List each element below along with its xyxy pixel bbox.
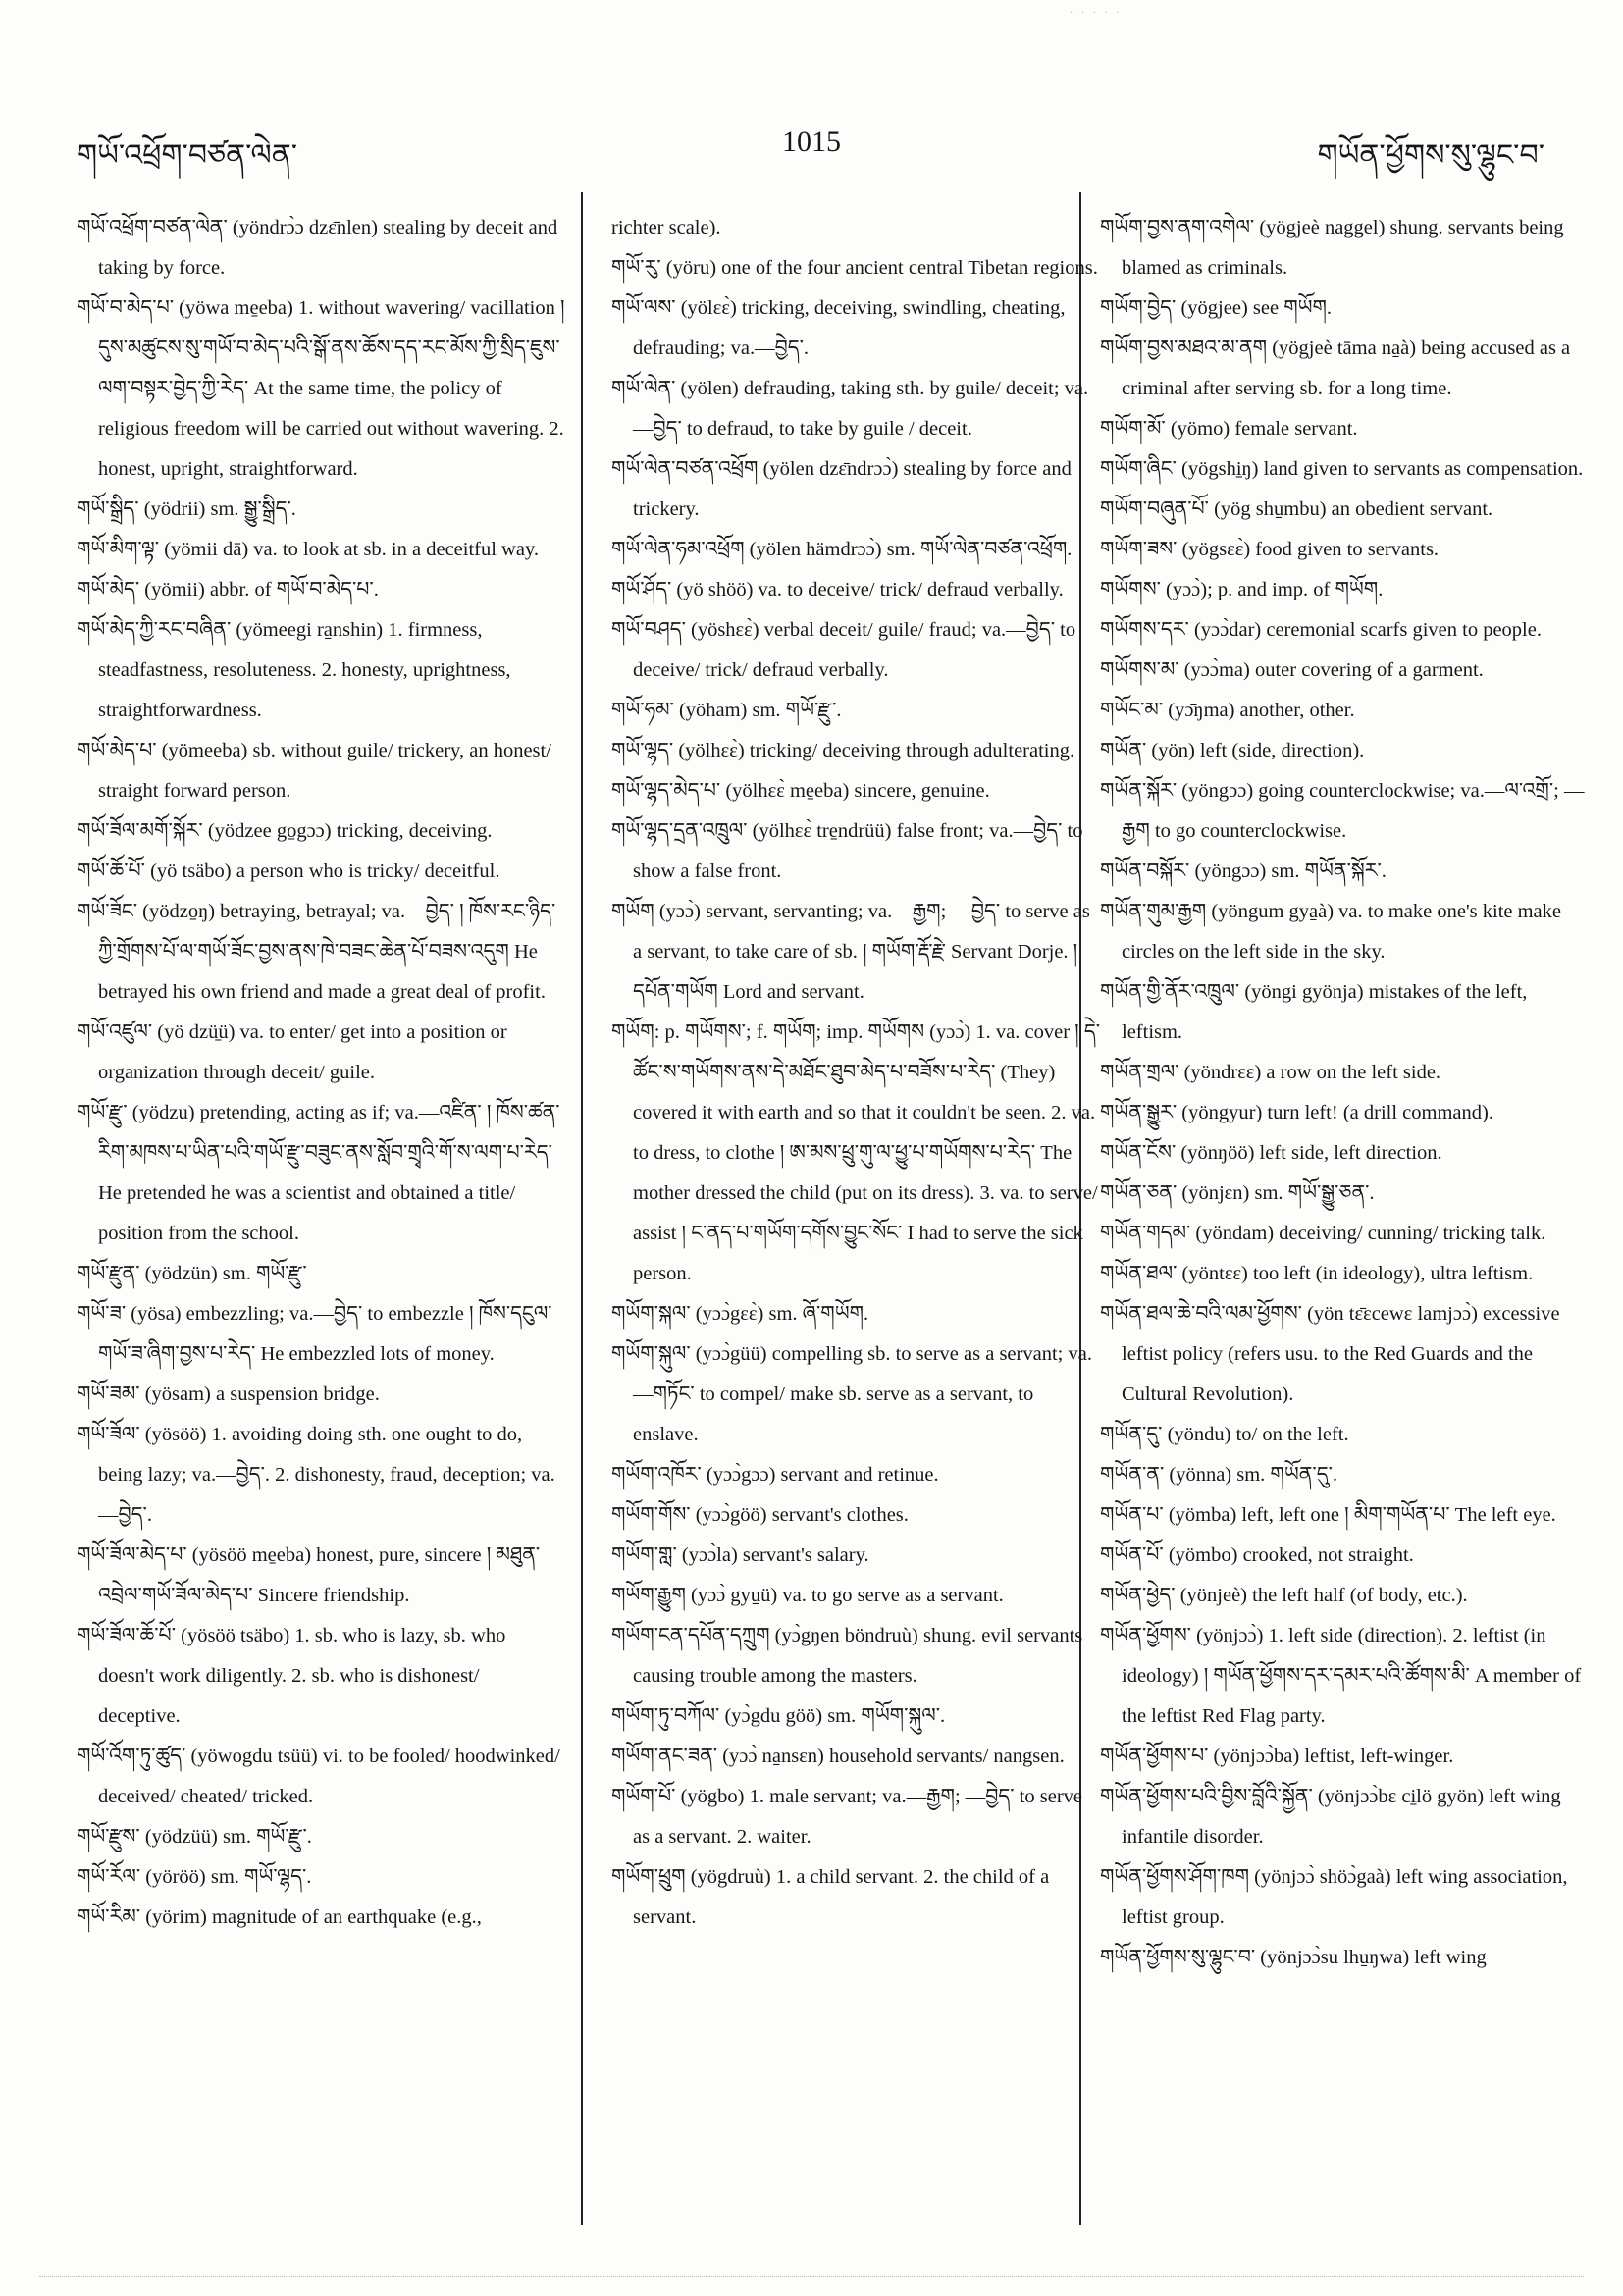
dictionary-entry: གཡོ་རྫུ་ (yödzu) pretending, acting as if; va.—འཛིན་ ། ཁོས་ཚན་རིག་མཁས་པ་ཡིན་པའི་གཡོ་རྫུ་བཟུང་ནས་སློབ་གྲྭའི་གོ་ས་ལག་པ་རེད་ He pretended he was a scientist and obtained a title/ position from the school.	[77, 1102, 560, 1244]
column-divider-left	[581, 192, 583, 2225]
dictionary-entry: གཡོག་གླ་ (yɔɔ̀la) servant's salary.	[611, 1544, 869, 1566]
dictionary-entry: གཡོག་ཞིང་ (yögshi̱ŋ) land given to servants as compensation.	[1100, 458, 1584, 480]
dictionary-entry: གཡོགས་ (yɔɔ̀); p. and imp. of གཡོག.	[1100, 579, 1384, 600]
dictionary-entry: གཡོག་བྱེད་ (yögjee) see གཡོག.	[1100, 297, 1333, 319]
dictionary-entry: གཡོགས་མ་ (yɔɔ̀ma) outer covering of a garment.	[1100, 659, 1484, 681]
dictionary-entry: གཡོ་མེད་ (yömii) abbr. of གཡོ་བ་མེད་པ་.	[77, 579, 379, 600]
dictionary-entry: གཡོན་གདམ་ (yöndam) deceiving/ cunning/ tricking talk.	[1100, 1223, 1546, 1244]
dictionary-entry: གཡོ་ལེན་ཧམ་འཕྲོག (yölen hämdrɔɔ̀) sm. གཡོ་ལེན་བཙན་འཕྲོག.	[611, 539, 1073, 560]
dictionary-entry: གཡོན་པ་ (yömba) left, left one ། མིག་གཡོན་པ་ The left eye.	[1100, 1504, 1556, 1526]
dictionary-entry: གཡོ་ལེན་ (yölen) defrauding, taking sth. by guile/ deceit; va.—བྱེད་ to defraud, to take by guile / deceit.	[611, 378, 1089, 440]
dictionary-entry: གཡོ་རིམ་ (yörim) magnitude of an earthquake (e.g.,	[77, 1906, 482, 1928]
dictionary-entry: གཡོགས་དར་ (yɔɔ̀dar) ceremonial scarfs given to people.	[1100, 619, 1542, 641]
dictionary-entry: གཡོ་ལྷད་ (yölhɛɛ̀) tricking/ deceiving through adulterating.	[611, 740, 1075, 761]
dictionary-entry: གཡོན་ཐལ་ཆེ་བའི་ལམ་ཕྱོགས་ (yön tɛ̄ɛcewɛ lamjɔɔ̀) excessive leftist policy (refers usu. to the Red Guards and the Cultural Revolution).	[1100, 1303, 1560, 1405]
dictionary-entry: གཡོག་བྱས་ནག་འགེལ་ (yögjeè naggel) shung. servants being blamed as criminals.	[1100, 217, 1564, 279]
dictionary-entry: གཡོ་ཟོལ་མགོ་སྐོར་ (yödzee go̱gɔɔ) tricking, deceiving.	[77, 820, 493, 842]
dictionary-entry: གཡོ་འཛུལ་ (yö dzü̱ü) va. to enter/ get into a position or organization through deceit/ guile.	[77, 1021, 507, 1083]
dictionary-entry: གཡོན་ཕྱོགས་སུ་ལྷུང་བ་ (yönjɔɔ̀su lhu̱ŋwa) left wing	[1100, 1947, 1487, 1968]
dictionary-entry: གཡོག་ནང་ཟན་ (yɔɔ̀ na̱nsɛn) household servants/ nangsen.	[611, 1746, 1065, 1767]
dictionary-entry: གཡོ་ལྷད་དྲན་འཁྲུལ་ (yölhɛɛ̀ tre̱ndrüü) false front; va.—བྱེད་ to show a false front.	[611, 820, 1083, 882]
dictionary-entry: གཡོ་བ་མེད་པ་ (yöwa me̱eba) 1. without wavering/ vacillation ། དུས་མཚུངས་སུ་གཡོ་བ་མེད་པའི་སྒོ་ནས་ཆོས་དད་རང་མོས་ཀྱི་སྲིད་ཇུས་ལག་བསྟར་བྱེད་ཀྱི་རེད་ At the same time, the policy of religious freedom will be carried out without wavering. 2. honest, upright, straightforward.	[77, 297, 565, 480]
dictionary-entry: གཡོན་ཕྱོགས་ཤོག་ཁག (yönjɔɔ̀ shöɔ̀gaà) left wing association, leftist group.	[1100, 1866, 1568, 1928]
page-number: 1015	[782, 126, 841, 158]
dictionary-entry: གཡོན་པོ་ (yömbo) crooked, not straight.	[1100, 1544, 1414, 1566]
column-1	[77, 208, 565, 1938]
left-guide-word: གཡོ་འཕྲོག་བཙན་ལེན་	[77, 139, 298, 172]
dictionary-entry: གཡོ་རྫུས་ (yödzüü) sm. གཡོ་རྫུ་.	[77, 1826, 312, 1848]
dictionary-entry: གཡོ་མེད་པ་ (yömeeba) sb. without guile/ trickery, an honest/ straight forward person.	[77, 740, 551, 802]
dictionary-entry: གཡོན་དུ་ (yöndu) to/ on the left.	[1100, 1424, 1349, 1445]
dictionary-entry: གཡོ་ཆོ་པོ་ (yö tsäbo) a person who is tricky/ deceitful.	[77, 861, 500, 882]
dictionary-entry: གཡོག་ཏུ་བཀོལ་ (yɔ̀gdu göö) sm. གཡོག་སྐུལ་.	[611, 1705, 946, 1727]
dictionary-entry: གཡོག་འཁོར་ (yɔɔ̀gɔɔ) servant and retinue.	[611, 1464, 939, 1486]
dictionary-entry: གཡོ་ཟོལ་ (yösöö) 1. avoiding doing sth. one ought to do, being lazy; va.—བྱེད་. 2. dishonesty, fraud, deception; va.—བྱེད་.	[77, 1424, 555, 1526]
dictionary-entry: གཡོ་མིག་ལྟ་ (yömii dā) va. to look at sb. in a deceitful way.	[77, 539, 539, 560]
dictionary-entry: གཡོག་བྱས་མཐའ་མ་ནག (yögjeè tāma na̱à) being accused as a criminal after serving sb. for a long time.	[1100, 338, 1571, 399]
dictionary-entry: གཡོན་ངོས་ (yönŋöö) left side, left direction.	[1100, 1142, 1442, 1164]
right-guide-word: གཡོན་ཕྱོགས་སུ་ལྷུང་བ་	[1317, 139, 1544, 172]
dictionary-entry: གཡོག་ཕྲུག (yögdruù) 1. a child servant. 2. the child of a servant.	[611, 1866, 1050, 1928]
dictionary-entry: གཡོག་སྐལ་ (yɔɔ̀gɛɛ̀) sm. ཞོ་གཡོག.	[611, 1303, 869, 1325]
column-2	[611, 208, 1100, 1938]
top-edge-specks: · · · · ·	[1070, 8, 1123, 19]
dictionary-entry: གཡོག་གོས་ (yɔɔ̀göö) servant's clothes.	[611, 1504, 909, 1526]
dictionary-entry: གཡོན་ (yön) left (side, direction).	[1100, 740, 1365, 761]
dictionary-entry: གཡོང་མ་ (yɔ̄ŋma) another, other.	[1100, 700, 1355, 721]
dictionary-entry: གཡོ་ཤོད་ (yö shöö) va. to deceive/ trick/ defraud verbally.	[611, 579, 1064, 600]
dictionary-entry: གཡོ་ལེན་བཙན་འཕྲོག (yölen dzɛ̄ndrɔɔ̀) stealing by force and trickery.	[611, 458, 1072, 520]
dictionary-entry: གཡོ་མེད་ཀྱི་རང་བཞིན་ (yömeegi ra̱nshin) 1. firmness, steadfastness, resoluteness. 2. honesty, uprightness, straightforwardness.	[77, 619, 511, 721]
dictionary-entry: གཡོ་ཟོལ་མེད་པ་ (yösöö me̱eba) honest, pure, sincere ། མཐུན་འབྲེལ་གཡོ་ཟོལ་མེད་པ་ Sincere friendship.	[77, 1544, 541, 1606]
column-3	[1100, 208, 1591, 1978]
dictionary-entry: གཡོ་ཟོང་ (yödzo̱ŋ) betraying, betrayal; va.—བྱེད་ ། ཁོས་རང་ཉིད་ཀྱི་གྲོགས་པོ་ལ་གཡོ་ཟོང་བྱས་ནས་ཁེ་བཟང་ཆེན་པོ་བཟས་འདུག He betrayed his own friend and made a great deal of profit.	[77, 901, 556, 1003]
dictionary-entry: གཡོག: p. གཡོགས་; f. གཡོག; imp. གཡོགས (yɔɔ̀) 1. va. cover ། དེ་ཚོང་ས་གཡོགས་ནས་དེ་མཐོང་ཐུབ་མེད་པ་བཟོས་པ་རེད་ (They) covered it with earth and so that it couldn't be seen. 2. va. to dress, to clothe ། ཨ་མས་ཕྲུ་གུ་ལ་ཕྱུ་པ་གཡོགས་པ་རེད་ The mother dressed the child (put on its dress). 3. va. to serve/ assist ། ང་ནད་པ་གཡོག་དགོས་བྱུང་སོང་ I had to serve the sick person.	[611, 1021, 1101, 1284]
dictionary-entry: གཡོག་མོ་ (yömo) female servant.	[1100, 418, 1358, 440]
dictionary-entry: གཡོ་ལས་ (yölɛɛ̀) tricking, deceiving, swindling, cheating, defrauding; va.—བྱེད་.	[611, 297, 1066, 359]
dictionary-entry: གཡོ་ཟོལ་ཆོ་པོ་ (yösöö tsäbo) 1. sb. who is lazy, sb. who doesn't work diligently. 2. sb. who is dishonest/ deceptive.	[77, 1625, 506, 1727]
dictionary-entry: གཡོག་སྐུལ་ (yɔɔ̀güü) compelling sb. to serve as a servant; va.—གཏོང་ to compel/ make sb. serve as a servant, to enslave.	[611, 1343, 1092, 1445]
dictionary-entry: གཡོན་སྐོར་ (yöngɔɔ) going counterclockwise; va.—ལ་འགྲོ་; —རྒྱག to go counterclockwise.	[1100, 780, 1585, 842]
dictionary-entry: གཡོག་ཟས་ (yögsɛɛ̀) food given to servants.	[1100, 539, 1440, 560]
dictionary-entry: richter scale).	[611, 217, 721, 238]
dictionary-entry: གཡོག་ངན་དཔོན་དཀྲུག (yɔ̀gŋen böndruù) shung. evil servants causing trouble among the masters.	[611, 1625, 1083, 1687]
dictionary-entry: གཡོན་ཐལ་ (yöntɛɛ) too left (in ideology), ultra leftism.	[1100, 1263, 1534, 1284]
dictionary-entry: གཡོ་རོལ་ (yöröö) sm. གཡོ་ལྷད་.	[77, 1866, 312, 1888]
dictionary-entry: གཡོག་རྒྱུག (yɔɔ̀ gyu̱ü) va. to go serve as a servant.	[611, 1585, 1004, 1606]
dictionary-entry: གཡོ་ཟ་ (yösa) embezzling; va.—བྱེད་ to embezzle ། ཁོས་དངུལ་གཡོ་ཟ་ཞིག་བྱས་པ་རེད་ He embezzled lots of money.	[77, 1303, 552, 1365]
dictionary-entry: གཡོན་བསྐོར་ (yöngɔɔ) sm. གཡོན་སྐོར་.	[1100, 861, 1387, 882]
dictionary-entry: གཡོན་སྒྱུར་ (yöngyur) turn left! (a drill command).	[1100, 1102, 1493, 1123]
dictionary-entry: གཡོ་ཟམ་ (yösam) a suspension bridge.	[77, 1383, 380, 1405]
dictionary-entry: གཡོ་འོག་ཏུ་ཚུད་ (yöwogdu tsüü) vi. to be fooled/ hoodwinked/ deceived/ cheated/ tricked.	[77, 1746, 560, 1807]
dictionary-entry: གཡོན་ཕྱོགས་ (yönjɔɔ̀) 1. left side (direction). 2. leftist (in ideology) ། གཡོན་ཕྱོགས་དར་དམར་པའི་ཚོགས་མི་ A member of the leftist Red Flag party.	[1100, 1625, 1582, 1727]
dictionary-entry: གཡོན་ཕྱོགས་པའི་བྱིས་བློའི་སྐྱོན་ (yönjɔɔ̀bɛ ci̱lö gyön) left wing infantile disorder.	[1100, 1786, 1561, 1848]
dictionary-entry: གཡོན་ཕྱེད་ (yönjeè) the left half (of body, etc.).	[1100, 1585, 1468, 1606]
dictionary-entry: གཡོན་གྱི་ནོར་འཁྲུལ་ (yöngi gyönja) mistakes of the left, leftism.	[1100, 981, 1528, 1043]
dictionary-entry: གཡོག (yɔɔ̀) servant, servanting; va.—རྒྱག; —བྱེད་ to serve as a servant, to take care of sb. ། གཡོག་རྡོ་རྗེ་ Servant Dorje. ། དཔོན་གཡོག Lord and servant.	[611, 901, 1090, 1003]
dictionary-entry: གཡོ་སྒྲིད་ (yödrii) sm. སྒྱུ་སྒྲིད་.	[77, 498, 296, 520]
dictionary-entry: གཡོན་ཕྱོགས་པ་ (yönjɔɔ̀ba) leftist, left-winger.	[1100, 1746, 1454, 1767]
dictionary-entry: གཡོག་པོ་ (yögbo) 1. male servant; va.—རྒྱག; —བྱེད་ to serve as a servant. 2. waiter.	[611, 1786, 1083, 1848]
dictionary-entry: གཡོན་གུམ་རྒྱག (yöngum gya̱à) va. to make one's kite make circles on the left side in the sky.	[1100, 901, 1562, 963]
dictionary-entry: གཡོ་ཧམ་ (yöham) sm. གཡོ་རྫུ་.	[611, 700, 842, 721]
dictionary-entry: གཡོ་ལྷད་མེད་པ་ (yölhɛɛ̀ me̱eba) sincere, genuine.	[611, 780, 990, 802]
dictionary-entry: གཡོན་ན་ (yönna) sm. གཡོན་དུ་.	[1100, 1464, 1337, 1486]
dictionary-entry: གཡོ་བཤད་ (yöshɛɛ̀) verbal deceit/ guile/ fraud; va.—བྱེད་ to deceive/ trick/ defraud verbally.	[611, 619, 1076, 681]
dictionary-entry: གཡོ་རུ་ (yöru) one of the four ancient central Tibetan regions.	[611, 257, 1098, 279]
dictionary-entry: གཡོག་བཞུན་པོ་ (yög shu̱mbu) an obedient servant.	[1100, 498, 1493, 520]
dictionary-entry: གཡོན་གྲལ་ (yöndrɛɛ) a row on the left side.	[1100, 1062, 1441, 1083]
bottom-edge-dots	[39, 2276, 1584, 2277]
dictionary-entry: གཡོ་འཕྲོག་བཙན་ལེན་ (yöndrɔ̀ɔ dzɛ̄nlen) stealing by deceit and taking by force.	[77, 217, 558, 279]
dictionary-entry: གཡོན་ཅན་ (yönjɛn) sm. གཡོ་སྒྱུ་ཅན་.	[1100, 1182, 1375, 1204]
dictionary-entry: གཡོ་རྫུན་ (yödzün) sm. གཡོ་རྫུ་	[77, 1263, 307, 1284]
